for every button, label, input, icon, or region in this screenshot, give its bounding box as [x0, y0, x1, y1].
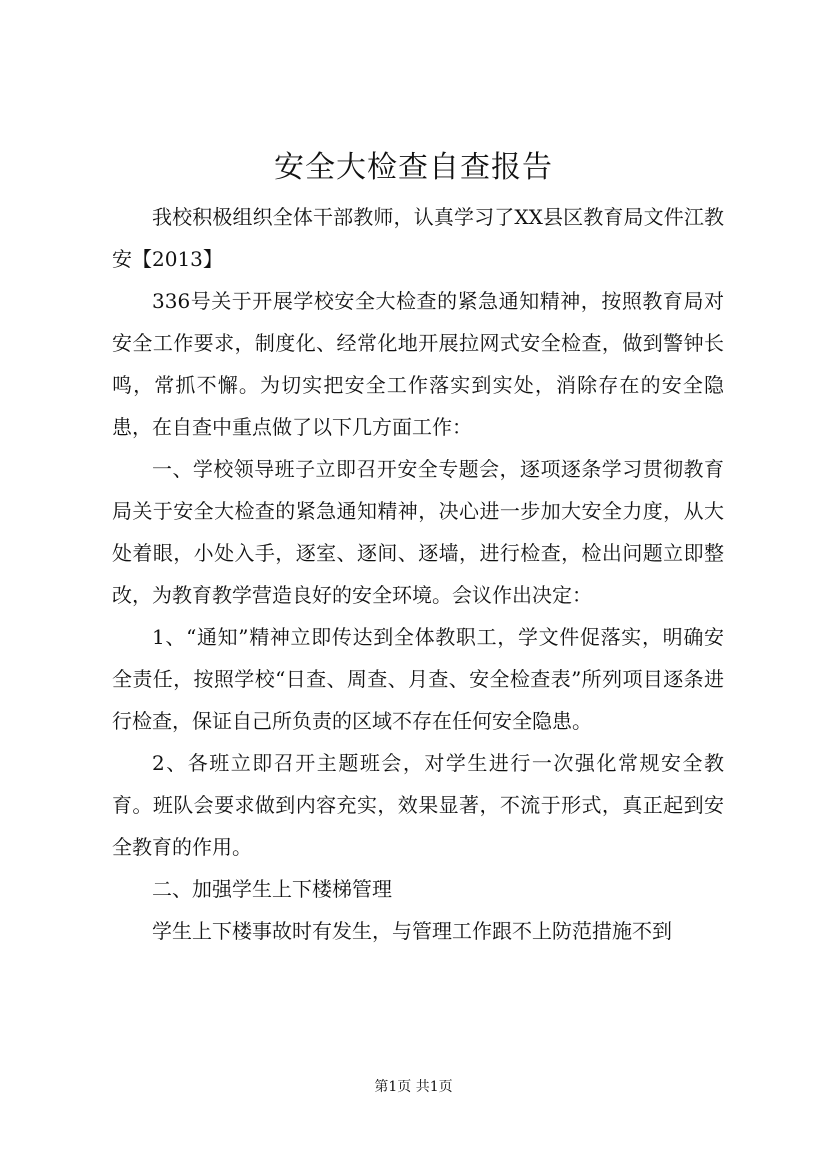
- paragraph: 336号关于开展学校安全大检查的紧急通知精神，按照教育局对安全工作要求，制度化、经常化地开展拉网式安全检查，做到警钟长鸣，常抓不懈。为切实把安全工作落实到实处，消除存在的安全隐患，在自查中重点做了以下几方面工作：: [112, 289, 724, 439]
- paragraph: 2、各班立即召开主题班会，对学生进行一次强化常规安全教育。班队会要求做到内容充实，效果显著，不流于形式，真正起到安全教育的作用。: [112, 751, 724, 859]
- paragraph: 一、学校领导班子立即召开安全专题会，逐项逐条学习贯彻教育局关于安全大检查的紧急通知精神，决心进一步加大安全力度，从大处着眼，小处入手，逐室、逐间、逐墙，进行检查，检出问题立即整改，为教育教学营造良好的安全环境。会议作出决定：: [112, 457, 724, 607]
- section-heading: 二、加强学生上下楼梯管理: [152, 877, 392, 901]
- document-title: 安全大检查自查报告: [274, 150, 553, 185]
- paragraph: 学生上下楼事故时有发生，与管理工作跟不上防范措施不到: [152, 919, 672, 943]
- document-body: [112, 196, 724, 952]
- paragraph: 1、“通知”精神立即传达到全体教职工，学文件促落实，明确安全责任，按照学校“日查、周查、月查、安全检查表”所列项目逐条进行检查，保证自己所负责的区域不存在任何安全隐患。: [112, 625, 724, 733]
- paragraph: 我校积极组织全体干部教师，认真学习了XX县区教育局文件江教安【2013】: [112, 205, 724, 271]
- page-footer: 第1页 共1页: [374, 1079, 453, 1095]
